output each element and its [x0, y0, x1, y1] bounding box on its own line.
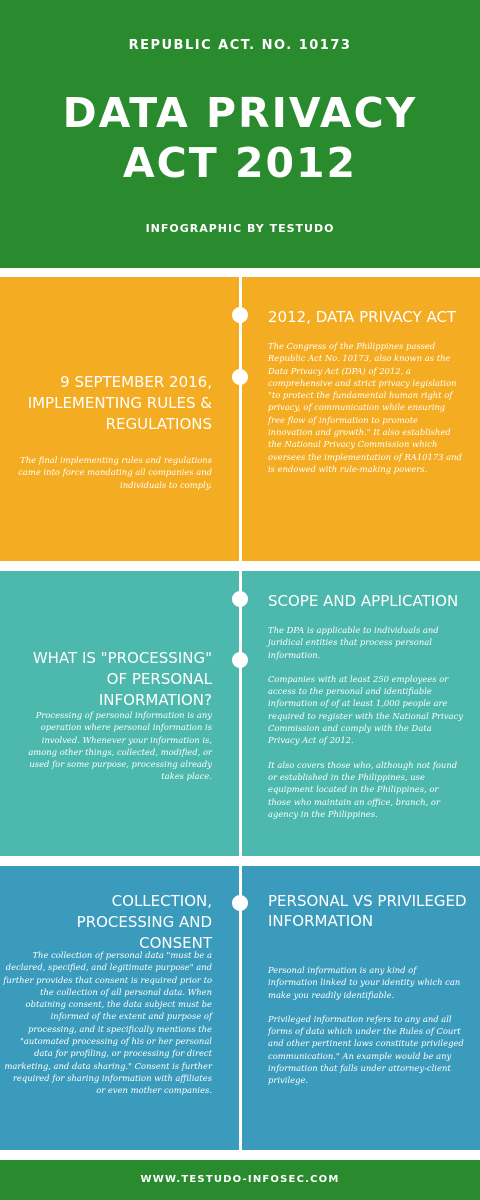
section-body [268, 624, 464, 832]
page-title [0, 88, 480, 188]
title-line-1: DATA PRIVACY [62, 89, 418, 137]
byline: INFOGRAPHIC BY TESTUDO [145, 222, 335, 235]
timeline-dot [232, 895, 248, 911]
website-url[interactable]: WWW.TESTUDO-INFOSEC.COM [140, 1174, 340, 1185]
body-paragraph: Privileged information refers to any and all forms of data which under the Rules of Court and other pertinent laws constitute privileged communication." An example would be any information that falls under attorney-client privilege. [268, 1013, 464, 1086]
section-body [268, 340, 464, 487]
section-body: The final implementing rules and regulations came into force mandating all companies and individuals to comply. [18, 455, 212, 490]
section-body: The collection of personal data "must be a declared, specified, and legitimate purpose" and further provides that consent is required prior to the collection of all personal data. When obtaining consent, the data subject must be informed of the extent and purpose of processing, and it specifically mentions the "automated processing of his or her personal data for profiling, or processing for direct marketing, and data sharing." Consent is further required for sharing information with affiliates or even mother companies. [3, 950, 212, 1096]
body-paragraph: Personal information is any kind of information linked to your identity which can make you readily identifiable. [268, 965, 461, 1000]
timeline-dot [232, 307, 248, 323]
section-heading: SCOPE AND APPLICATION [268, 592, 459, 610]
section-body: Processing of personal information is any operation where personal information is involved. Whenever your information is, among other things, collected, modified, or used for some purpose, processing already takes place. [28, 710, 212, 782]
section-body [268, 964, 464, 1099]
section-heading: WHAT IS "PROCESSING" OF PERSONAL INFORMATION? [32, 649, 212, 709]
section-scope-and-application [0, 571, 480, 856]
body-paragraph: The DPA is applicable to individuals and juridical entities that process personal information. [268, 625, 439, 660]
timeline-dot [232, 652, 248, 668]
timeline-line [239, 571, 242, 856]
section-heading: 9 SEPTEMBER 2016, IMPLEMENTING RULES & REGULATIONS [27, 373, 212, 433]
body-paragraph: The Congress of the Philippines passed Republic Act No. 10173, also known as the Data Privacy Act (DPA) of 2012, a comprehensive and strict privacy legislation "to protect the fundamental human right of privacy, of communication while ensuring free flow of information to promote innovation and growth." It also established the National Privacy Commission which oversees the implementation of RA10173 and is endowed with rule-making powers. [268, 341, 462, 474]
header-banner [0, 0, 480, 268]
section-heading: 2012, DATA PRIVACY ACT [268, 308, 457, 326]
section-heading: PERSONAL VS PRIVILEGED INFORMATION [268, 892, 467, 930]
footer-banner [0, 1160, 480, 1200]
section-data-privacy-act [0, 277, 480, 561]
section-personal-vs-privileged [0, 866, 480, 1150]
body-paragraph: Companies with at least 250 employees or access to the personal and identifiable information of of at least 1,000 people are required to register with the National Privacy Commission and comply with the Data Privacy Act of 2012. [268, 673, 463, 746]
section-heading: COLLECTION, PROCESSING AND CONSENT [76, 892, 212, 952]
timeline-dot [232, 591, 248, 607]
timeline-dot [232, 369, 248, 385]
act-number: REPUBLIC ACT. NO. 10173 [128, 38, 352, 53]
title-line-2: ACT 2012 [122, 139, 358, 187]
body-paragraph: It also covers those who, although not found or established in the Philippines, use equipment located in the Philippines, or those who maintain an office, branch, or agency in the Philippines. [268, 759, 458, 819]
